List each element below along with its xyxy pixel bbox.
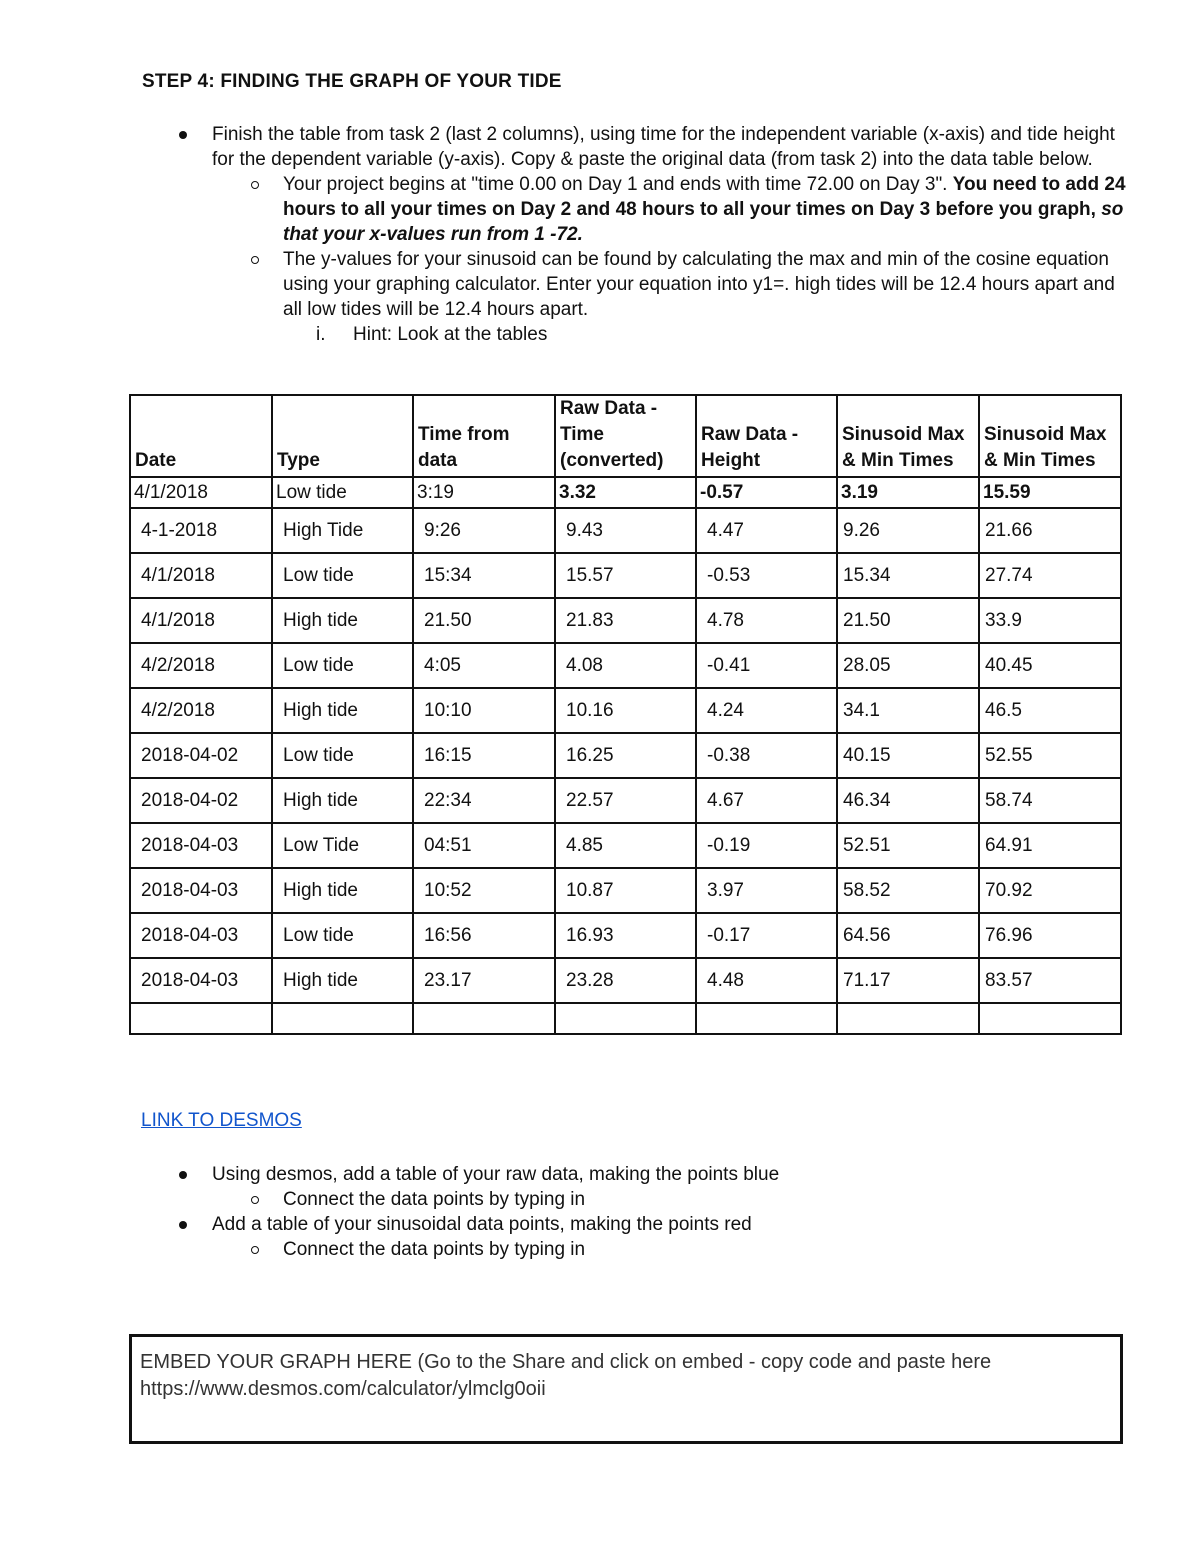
table-cell: 15:34 [413, 553, 555, 598]
table-cell: 23.17 [413, 958, 555, 1003]
bullet-icon [179, 1171, 187, 1179]
table-cell: 28.05 [837, 643, 979, 688]
column-header: Type [272, 395, 413, 477]
table-cell: 16:15 [413, 733, 555, 778]
table-cell: 4.67 [696, 778, 837, 823]
table-cell: 4.78 [696, 598, 837, 643]
table-cell: -0.41 [696, 643, 837, 688]
table-cell: 21.50 [837, 598, 979, 643]
table-cell: 34.1 [837, 688, 979, 733]
table-cell: 4-1-2018 [130, 508, 272, 553]
table-cell: 22:34 [413, 778, 555, 823]
table-cell: 16:56 [413, 913, 555, 958]
table-cell: 58.52 [837, 868, 979, 913]
list-item [170, 1212, 1130, 1237]
table-cell: 4.85 [555, 823, 696, 868]
table-row-empty [130, 1003, 1121, 1034]
table-cell: 21.83 [555, 598, 696, 643]
table-cell: High tide [272, 688, 413, 733]
hint-text: Hint: Look at the tables [353, 324, 548, 345]
table-cell: 9.26 [837, 508, 979, 553]
table-cell: 27.74 [979, 553, 1121, 598]
table-cell: 3.19 [837, 477, 979, 508]
embed-instructions: EMBED YOUR GRAPH HERE (Go to the Share and click on embed - copy code and paste here [140, 1351, 992, 1373]
table-cell: 16.25 [555, 733, 696, 778]
table-cell: 46.34 [837, 778, 979, 823]
table-cell: -0.19 [696, 823, 837, 868]
table-cell: 4/1/2018 [130, 553, 272, 598]
list-item [170, 172, 1130, 247]
table-cell: 58.74 [979, 778, 1121, 823]
list-item [170, 247, 1130, 322]
desmos-link[interactable]: LINK TO DESMOS [141, 1110, 302, 1131]
table-cell: 9.43 [555, 508, 696, 553]
instructions-list [170, 122, 1130, 347]
step-text: Connect the data points by typing in [283, 1189, 586, 1210]
column-header: Raw Data - Height [696, 395, 837, 477]
column-header: Date [130, 395, 272, 477]
table-cell: 2018-04-03 [130, 913, 272, 958]
table-cell: 9:26 [413, 508, 555, 553]
list-item [170, 1187, 1130, 1212]
table-cell: 33.9 [979, 598, 1121, 643]
table-row [130, 958, 1121, 1003]
table-row [130, 643, 1121, 688]
table-cell: Low Tide [272, 823, 413, 868]
table-cell: 2018-04-03 [130, 823, 272, 868]
circle-bullet-icon [251, 1246, 259, 1254]
table-row [130, 688, 1121, 733]
table-cell[interactable] [837, 1003, 979, 1034]
table-cell: 40.45 [979, 643, 1121, 688]
column-header: Sinusoid Max & Min Times [979, 395, 1121, 477]
table-cell: 64.91 [979, 823, 1121, 868]
table-cell[interactable] [130, 1003, 272, 1034]
instruction-text: Finish the table from task 2 (last 2 columns), using time for the independent variable (x-axis) and tide height for the dependent variable (y-axis). Copy & paste the original data (from task 2) into the data table below. [212, 124, 1115, 170]
instruction-text: The y-values for your sinusoid can be found by calculating the max and min of the cosine equation using your graphing calculator. Enter your equation into y1=. high tides will be 12.4 hours apart and all low tides will be 12.4 hours apart. [283, 249, 1115, 320]
step-text: Connect the data points by typing in [283, 1239, 586, 1260]
table-cell: 4.08 [555, 643, 696, 688]
table-cell: 16.93 [555, 913, 696, 958]
table-cell: 4.47 [696, 508, 837, 553]
table-cell: -0.17 [696, 913, 837, 958]
table-row [130, 553, 1121, 598]
table-cell: 4/1/2018 [130, 598, 272, 643]
table-cell: 2018-04-02 [130, 733, 272, 778]
table-cell[interactable] [413, 1003, 555, 1034]
table-cell: 15.57 [555, 553, 696, 598]
column-header: Raw Data - Time (converted) [555, 395, 696, 477]
table-cell: Low tide [272, 477, 413, 508]
table-cell: 2018-04-03 [130, 868, 272, 913]
table-cell: 4/2/2018 [130, 688, 272, 733]
table-cell: 46.5 [979, 688, 1121, 733]
tide-data-table [129, 394, 1122, 1035]
table-cell: 21.50 [413, 598, 555, 643]
table-cell: 70.92 [979, 868, 1121, 913]
table-cell: 15.34 [837, 553, 979, 598]
table-row [130, 733, 1121, 778]
table-row [130, 823, 1121, 868]
table-cell: Low tide [272, 553, 413, 598]
list-item [170, 1162, 1130, 1187]
table-row [130, 913, 1121, 958]
table-row [130, 477, 1121, 508]
table-cell: High tide [272, 598, 413, 643]
instruction-bold-italic-text: so that your x-values run from 1 -72. [283, 199, 1124, 245]
table-cell: 2018-04-03 [130, 958, 272, 1003]
table-cell: 71.17 [837, 958, 979, 1003]
table-row [130, 598, 1121, 643]
table-cell: -0.38 [696, 733, 837, 778]
table-cell: High tide [272, 958, 413, 1003]
table-cell: -0.53 [696, 553, 837, 598]
table-cell: 4.48 [696, 958, 837, 1003]
desmos-steps-list [170, 1162, 1130, 1262]
table-cell: High tide [272, 778, 413, 823]
table-cell: 4/2/2018 [130, 643, 272, 688]
bullet-icon [179, 131, 187, 139]
table-row [130, 868, 1121, 913]
table-row [130, 508, 1121, 553]
instruction-text: Your project begins at "time 0.00 on Day 1 and ends with time 72.00 on Day 3". [283, 174, 953, 195]
table-cell[interactable] [979, 1003, 1121, 1034]
table-cell: 21.66 [979, 508, 1121, 553]
table-cell[interactable] [272, 1003, 413, 1034]
table-cell: 3.32 [555, 477, 696, 508]
table-row [130, 778, 1121, 823]
table-cell: 52.51 [837, 823, 979, 868]
list-number: i. [316, 324, 326, 345]
table-cell: 3.97 [696, 868, 837, 913]
table-cell: 10:10 [413, 688, 555, 733]
table-cell: 76.96 [979, 913, 1121, 958]
table-cell: 22.57 [555, 778, 696, 823]
list-item [170, 1237, 1130, 1262]
table-header-row [130, 395, 1121, 477]
circle-bullet-icon [251, 181, 259, 189]
table-cell: 4.24 [696, 688, 837, 733]
table-cell: 15.59 [979, 477, 1121, 508]
table-cell: 40.15 [837, 733, 979, 778]
table-cell: 83.57 [979, 958, 1121, 1003]
list-item [170, 322, 1130, 347]
table-cell[interactable] [696, 1003, 837, 1034]
table-cell: 04:51 [413, 823, 555, 868]
table-cell: 10.16 [555, 688, 696, 733]
table-cell: 52.55 [979, 733, 1121, 778]
step-text: Add a table of your sinusoidal data points, making the points red [212, 1214, 752, 1235]
embed-graph-box[interactable] [129, 1334, 1123, 1444]
bullet-icon [179, 1221, 187, 1229]
table-cell: 4:05 [413, 643, 555, 688]
circle-bullet-icon [251, 1196, 259, 1204]
table-cell: 2018-04-02 [130, 778, 272, 823]
circle-bullet-icon [251, 256, 259, 264]
column-header: Sinusoid Max & Min Times [837, 395, 979, 477]
table-cell: 64.56 [837, 913, 979, 958]
table-cell: 23.28 [555, 958, 696, 1003]
table-cell: Low tide [272, 733, 413, 778]
table-cell[interactable] [555, 1003, 696, 1034]
table-cell: Low tide [272, 913, 413, 958]
column-header: Time from data [413, 395, 555, 477]
table-cell: 10.87 [555, 868, 696, 913]
list-item [170, 122, 1130, 172]
table-cell: 4/1/2018 [130, 477, 272, 508]
embed-url[interactable]: https://www.desmos.com/calculator/ylmclg0oii [140, 1378, 546, 1400]
table-cell: 3:19 [413, 477, 555, 508]
table-cell: High Tide [272, 508, 413, 553]
page-heading: STEP 4: FINDING THE GRAPH OF YOUR TIDE [142, 71, 562, 92]
table-cell: High tide [272, 868, 413, 913]
table-cell: 10:52 [413, 868, 555, 913]
step-text: Using desmos, add a table of your raw data, making the points blue [212, 1164, 780, 1185]
table-cell: Low tide [272, 643, 413, 688]
table-cell: -0.57 [696, 477, 837, 508]
instruction-bold-text: You need to add 24 hours to all your times on Day 2 and 48 hours to all your times on Day 3 before you graph, [283, 174, 1126, 220]
